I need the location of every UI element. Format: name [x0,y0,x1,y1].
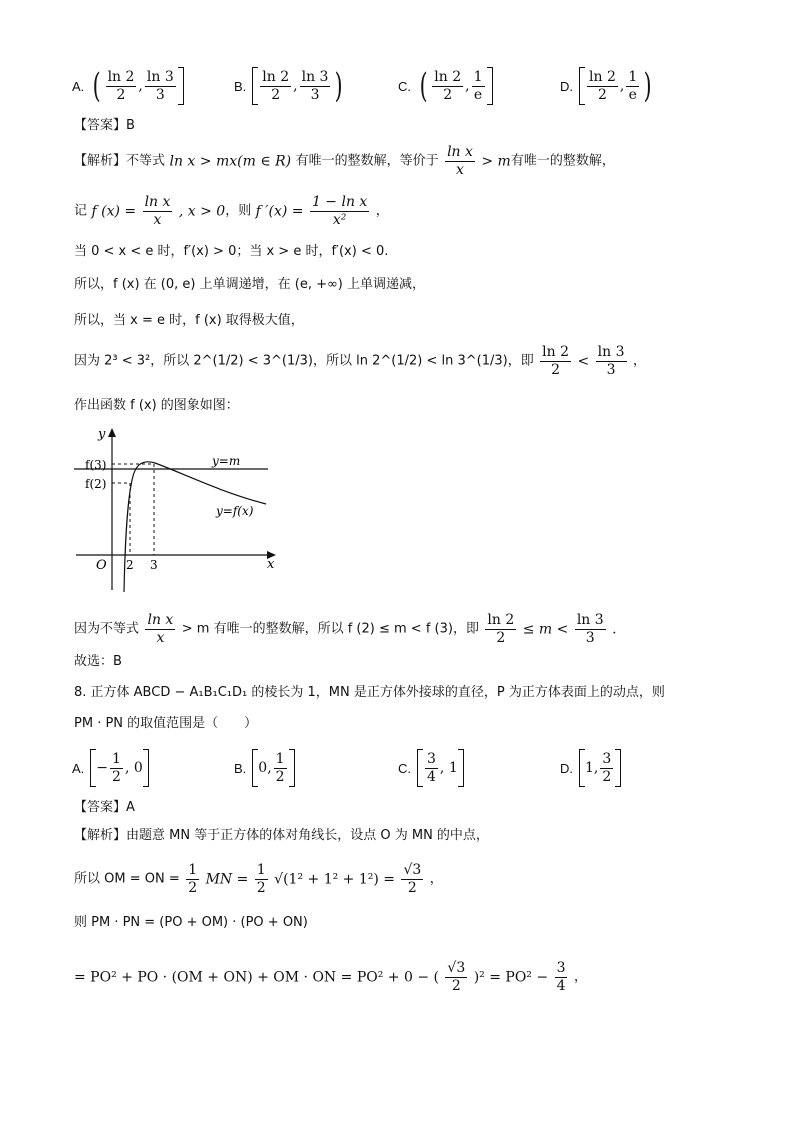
q7-solution-line-6: 因为 2³ < 3²，所以 2^(1/2) < 3^(1/3)，所以 ln 2^(1/2) < ln 3^(1/3)，即 $\frac{\ln 2}{2}$ < $\frac{\ln 3}{3}$ ， [74,344,646,378]
q7-solution-line-5: 所以，当 x = e 时，f (x) 取得极大值， [74,313,304,328]
fraction: $\frac{\ln 2}{2}$ [262,68,290,103]
q7-option-b[interactable]: B. $\frac{\ln 2}{2}$ , $\frac{\ln 3}{3}$ ) [234,66,344,106]
q7-solution-line-1: 【解析】不等式 ln x > mx(m ∈ R) 有唯一的整数解，等价于 $\frac{\text{ln x}}{x}$ > m有唯一的整数解， [74,144,615,178]
f2-label: f(2) [85,477,107,491]
q7-solution-line-9: 故选：B [74,654,122,669]
q8-answer: 【答案】A [74,800,135,815]
fraction: $\frac{\ln 2}{2}$ [487,612,515,646]
line-label: y=m [212,454,241,468]
fraction: $\frac{\ln 2}{2}$ [434,68,462,103]
option-label: B. [234,760,247,776]
origin-label: O [96,558,107,573]
q8-solution-line-3: 则 PM · PN = (PO + OM) · (PO + ON) [74,915,308,930]
q8-option-a[interactable]: A. − $\frac{1}{2}$ , 0 [72,746,149,790]
q7-option-a[interactable]: A. ( $\frac{\ln 2}{2}$ , $\frac{\ln 3}{3}$ [72,64,184,108]
fraction: $\frac{3}{4}$ [556,960,566,994]
q8-solution-line-4: = PO² + PO · (OM + ON) + OM · ON = PO² + 0 − ( $\frac{√3}{2}$ )² = PO² − $\frac{3}{4}$ ， [74,960,587,994]
q7-solution-line-4: 所以，f (x) 在 (0, e) 上单调递增，在 (e, +∞) 上单调递减， [74,277,426,292]
option-label: D. [560,78,573,94]
f3-label: f(3) [85,458,107,472]
option-label: B. [234,78,247,94]
fraction: $\frac{3}{4}$ [427,750,436,785]
fraction: $\frac{√3}{2}$ [447,960,466,994]
q8-option-d[interactable]: D. 1, $\frac{3}{2}$ [560,746,621,790]
fraction: $\frac{1}{e}$ [473,68,483,103]
q8-option-c[interactable]: C. $\frac{3}{4}$ , 1 [398,746,464,790]
q8-option-b[interactable]: B. 0, $\frac{1}{2}$ [234,746,295,790]
q7-solution-line-8: 因为不等式 $\frac{\text{ln x}}{x}$ > m 有唯一的整数解，所以 f (2) ≤ m < f (3)，即 $\frac{\ln 2}{2}$ ≤ m < $\frac{\ln 3}{3}$ . [74,612,617,646]
y-axis-arrow [108,428,116,437]
fraction: $\frac{\ln 3}{3}$ [597,344,625,378]
q7-option-d[interactable]: D. $\frac{\ln 2}{2}$ , $\frac{1}{e}$ ) [560,66,652,106]
option-label: A. [72,78,85,94]
q8-solution-line-1: 【解析】由题意 MN 等于正方体的体对角线长，设点 O 为 MN 的中点， [74,828,489,843]
tick-3: 3 [150,558,158,572]
option-label: C. [398,78,411,94]
q8-stem-line-1: 8. 正方体 ABCD − A₁B₁C₁D₁ 的棱长为 1，MN 是正方体外接球的直径，P 为正方体表面上的动点，则 [74,685,665,700]
fraction: $\frac{\text{1 − ln x}}{\text{x²}}$ [311,194,368,228]
q7-option-c[interactable]: C. ( $\frac{\ln 2}{2}$ , $\frac{1}{e}$ [398,64,493,108]
fraction: $\frac{\ln 2}{2}$ [542,344,570,378]
fraction: $\frac{\text{ln x}}{x}$ [447,144,473,178]
fraction: $\frac{3}{2}$ [602,750,612,785]
q7-solution-line-2: 记 f (x) = $\frac{\text{ln x}}{x}$ , x > 0，则 f ′(x) = $\frac{\text{1 − ln x}}{\text{x²}}$ ， [74,194,389,228]
q7-solution-line-3: 当 0 < x < e 时，f′(x) > 0；当 x > e 时，f′(x) < 0. [74,244,389,259]
fraction: $\frac{√3}{2}$ [403,862,422,896]
curve-f-of-x [124,462,266,592]
function-graph [70,424,285,596]
fraction: $\frac{1}{2}$ [256,862,266,896]
fraction: $\frac{\text{ln x}}{x}$ [147,612,174,646]
fraction: $\frac{\ln 3}{3}$ [576,612,604,646]
fraction: $\frac{\ln 2}{2}$ [107,68,135,103]
fraction: $\frac{1}{2}$ [188,862,198,896]
q7-answer: 【答案】B [74,118,135,133]
curve-label: y=f(x) [216,504,254,518]
fraction: $\frac{\text{ln x}}{x}$ [144,194,171,228]
fraction: $\frac{1}{2}$ [112,750,121,785]
q8-solution-line-2: 所以 OM = ON = $\frac{1}{2}$ MN = $\frac{1}{2}$ √(1² + 1² + 1²) = $\frac{√3}{2}$ ， [74,862,443,896]
q7-solution-line-7: 作出函数 f (x) 的图象如图： [74,398,239,413]
fraction: $\frac{\ln 3}{3}$ [146,68,174,103]
option-label: A. [72,760,85,776]
fraction: $\frac{\ln 2}{2}$ [589,68,616,103]
y-axis-label: y [98,427,106,442]
option-label: C. [398,760,411,776]
q8-stem-line-2: PM · PN 的取值范围是（ ） [74,716,258,731]
fraction: $\frac{1}{2}$ [275,750,285,785]
x-axis-label: x [267,557,275,572]
fraction: $\frac{\ln 3}{3}$ [301,68,329,103]
fraction: $\frac{1}{e}$ [628,68,638,103]
tick-2: 2 [126,558,134,572]
option-label: D. [560,760,573,776]
